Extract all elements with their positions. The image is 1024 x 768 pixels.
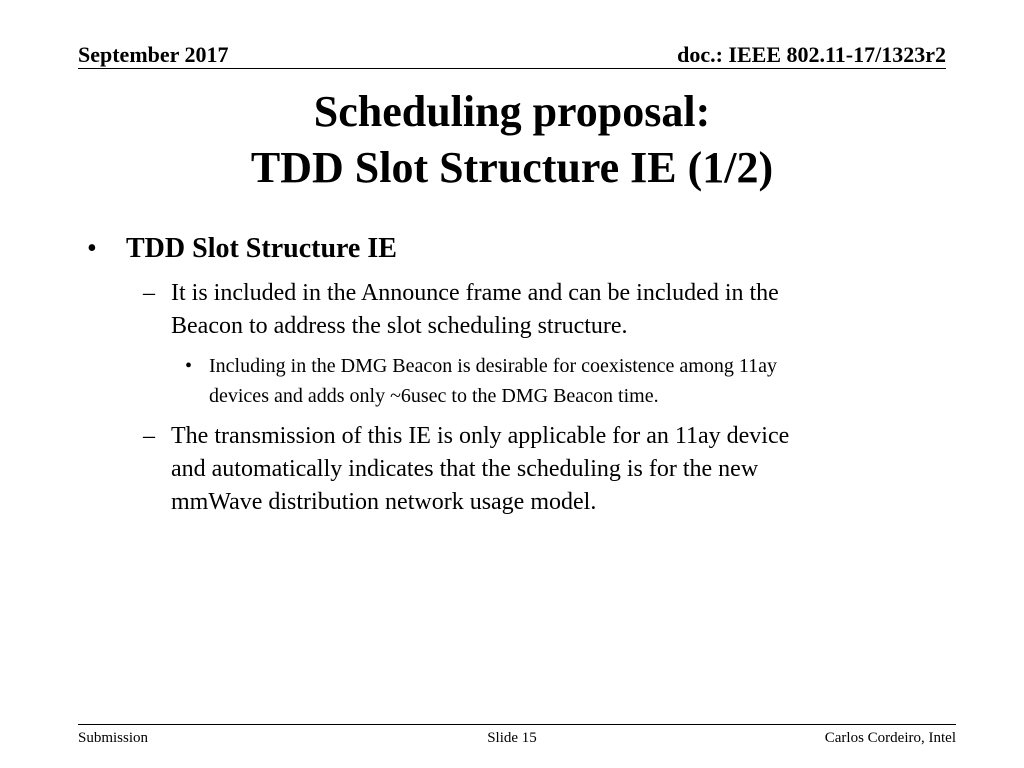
level2-item-transmission-line-2: and automatically indicates that the scheduling is for the new: [171, 456, 759, 482]
header-date: September 2017: [78, 42, 229, 67]
level2-item-transmission: [171, 420, 931, 519]
footer-slide-number: Slide 15: [487, 730, 537, 746]
footer-divider: [78, 724, 956, 725]
level3-item-line-1: Including in the DMG Beacon is desirable for coexistence among 11ay: [209, 355, 777, 377]
level2-dash-icon: –: [143, 280, 155, 306]
level2-item-transmission-line-3: mmWave distribution network usage model.: [171, 489, 597, 515]
level3-item-line-2: devices and adds only ~6usec to the DMG Beacon time.: [209, 385, 659, 407]
level2-dash-icon: –: [143, 423, 155, 449]
level2-item-transmission-line-1: The transmission of this IE is only applicable for an 11ay device: [171, 423, 790, 449]
slide-title-line-2: TDD Slot Structure IE (1/2): [250, 143, 774, 192]
level1-heading: TDD Slot Structure IE: [126, 233, 397, 264]
level2-item-announce-line-2: Beacon to address the slot scheduling structure.: [171, 313, 628, 339]
level1-bullet-icon: •: [87, 233, 97, 264]
level2-item-announce: [171, 277, 931, 343]
level2-item-announce-line-1: It is included in the Announce frame and can be included in the: [171, 280, 779, 306]
level3-item-dmg-beacon: [209, 351, 949, 411]
header-doc-id: doc.: IEEE 802.11-17/1323r2: [677, 42, 946, 67]
level3-bullet-icon: •: [185, 355, 193, 377]
footer-submission: Submission: [78, 730, 149, 746]
footer-author: Carlos Cordeiro, Intel: [824, 730, 956, 746]
slide-title-line-1: Scheduling proposal:: [313, 87, 711, 136]
